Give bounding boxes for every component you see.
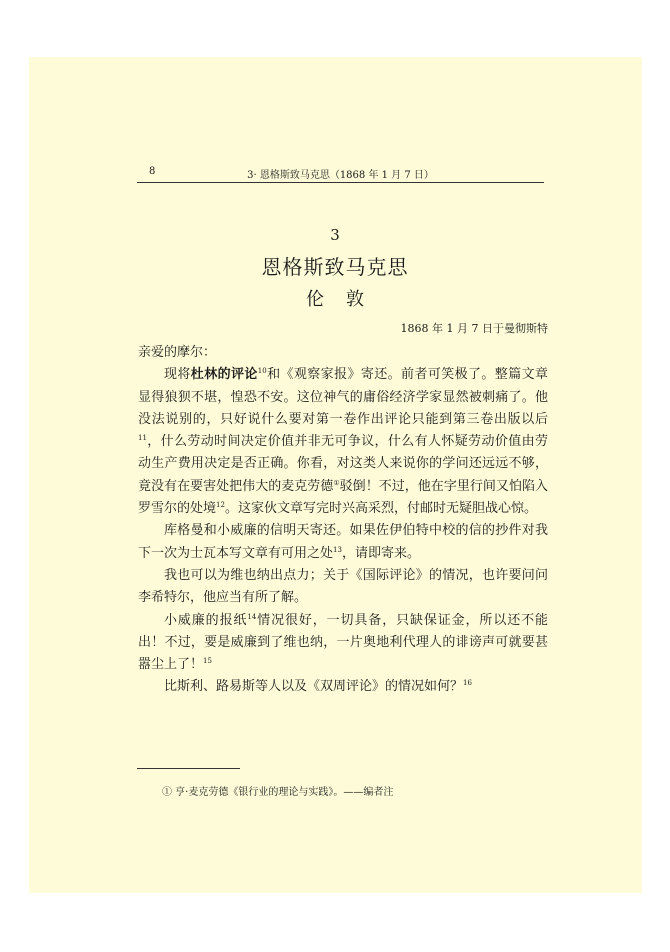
paragraph-3: 我也可以为维也纳出点力；关于《国际评论》的情况，也许要问问李希特尔，他应当有所了解。 (138, 567, 548, 606)
note-ref[interactable]: 15 (203, 657, 212, 666)
text-run: 情况很好，一切具备，只缺保证金，所以还不能出！不过，要是威廉到了维也纳，一片奥地利代理人的诽谤声可就要甚嚣尘上了！ (138, 612, 548, 673)
note-ref[interactable]: 14 (247, 612, 257, 621)
letter-body (138, 342, 548, 699)
text-run: 比斯利、路易斯等人以及《双周评论》的情况如何？ (164, 679, 464, 695)
note-ref[interactable]: 11 (138, 434, 147, 443)
note-ref[interactable]: 13 (333, 545, 342, 554)
footnote: ① 亨·麦克劳德《银行业的理论与实践》。——编者注 (162, 787, 394, 798)
text-run: 小威廉的报纸 (164, 612, 248, 628)
letter-number: 3 (330, 226, 340, 244)
text-run: ，什么劳动时间决定价值并非无可争议，什么有人怀疑劳动价值由劳动生产费用决定是否正确。你看，对这类人来说你的学问还远远不够，竟没有在要害处把伟大的麦克劳德 (138, 434, 548, 494)
dateline: 1868 年 1 月 7 日于曼彻斯特 (400, 322, 548, 335)
bold-term: 杜林的评论 (190, 367, 258, 383)
letter-destination: 伦敦 (306, 289, 386, 310)
paragraph-1 (138, 364, 548, 520)
running-header (137, 166, 544, 183)
text-run: 和《观察家报》寄还。前者可笑极了。整篇文章显得狼狈不堪，惶恐不安。这位神气的庸俗经济学家显然被刺痛了。他没法说别的，只好说什么要对第一卷作出评论只能到第三卷出版以后 (138, 367, 548, 427)
text-run: 库格曼和小威廉的信明天寄还。如果佐伊伯特中校的信的抄件对我下一次为士瓦本写文章有可用之处 (138, 523, 548, 561)
text-run: 。这家伙文章写完时兴高采烈，付邮时无疑胆战心惊。 (224, 501, 537, 517)
note-ref[interactable]: 12 (216, 501, 225, 510)
page-number: 8 (149, 166, 156, 177)
paragraph-4 (138, 610, 548, 677)
footnote-ref[interactable]: ① (333, 478, 340, 487)
paragraph-2 (138, 520, 548, 565)
note-ref[interactable]: 16 (463, 679, 472, 688)
running-title: 3· 恩格斯致马克思（1868 年 1 月 7 日） (247, 170, 434, 181)
paragraph-5 (138, 676, 548, 698)
footnote-divider (137, 768, 240, 769)
salutation: 亲爱的摩尔： (138, 345, 217, 360)
text-run: ，请即寄来。 (341, 545, 420, 561)
note-ref[interactable]: 10 (257, 367, 267, 376)
text-run: 现将 (164, 367, 191, 383)
letter-title: 恩格斯致马克思 (261, 255, 409, 279)
text-run: 驳倒！不过，他在字里行间又怕陷入罗雪尔的处境 (138, 478, 548, 517)
